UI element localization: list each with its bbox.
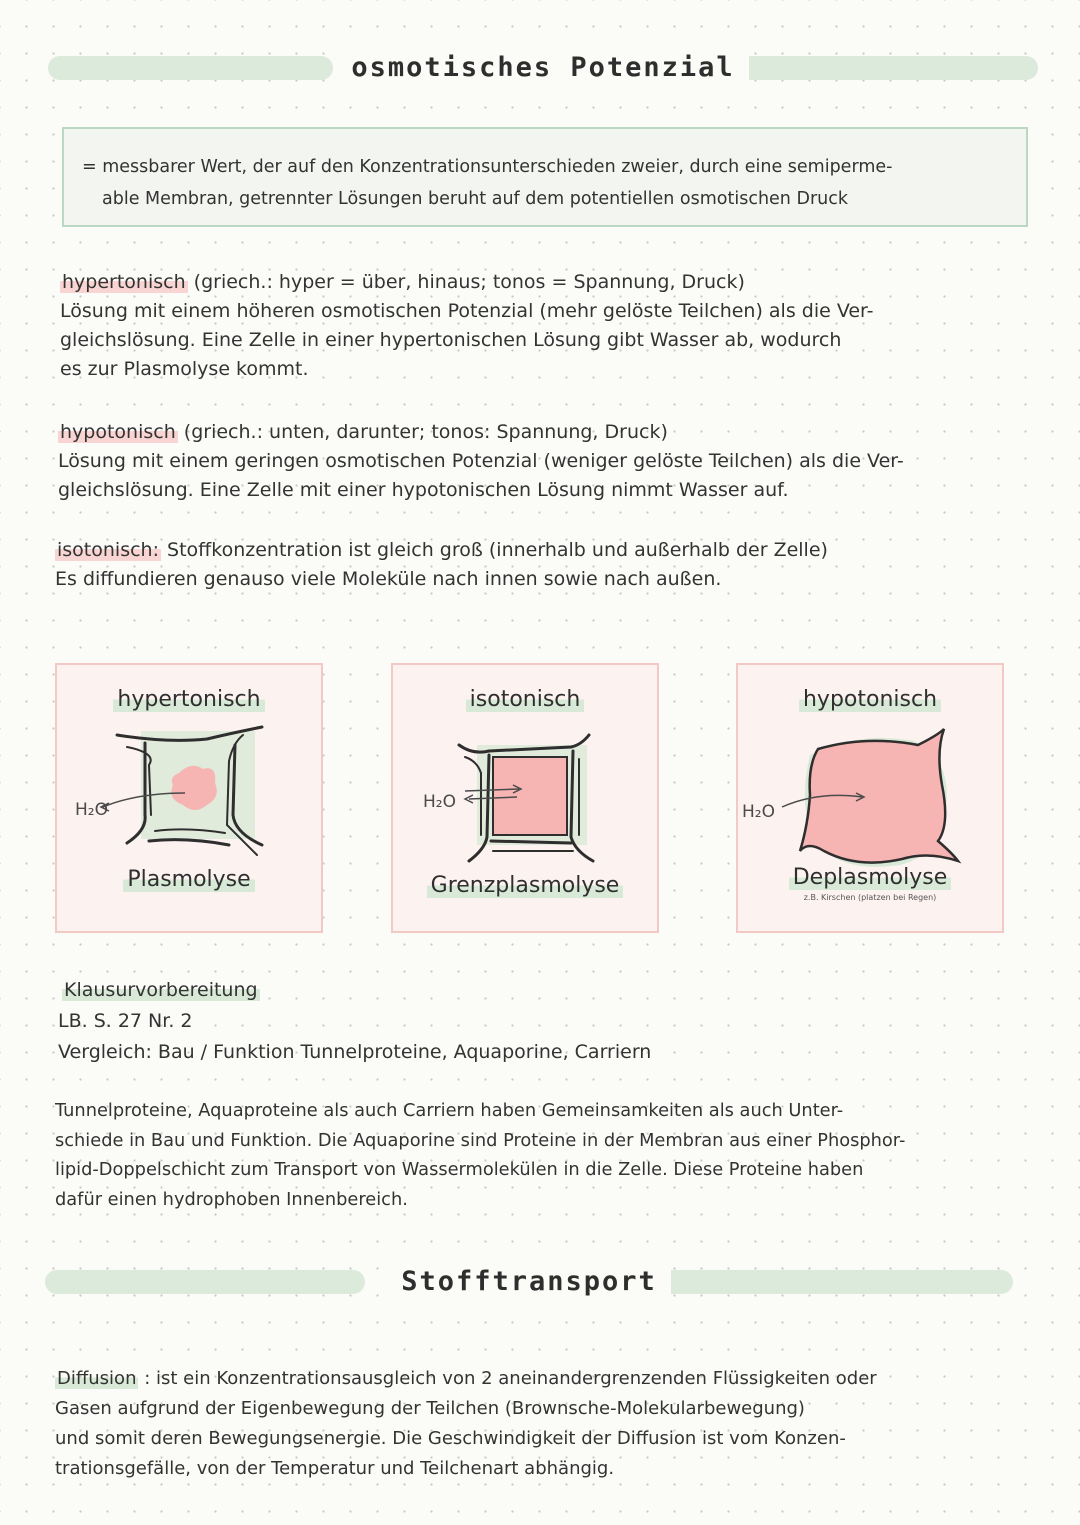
diffusion-definition: : ist ein Konzentrationsausgleich von 2 aneinandergrenzenden Flüssigkeiten oder <box>138 1368 877 1389</box>
diagram-title: hypotonisch <box>799 687 941 712</box>
page-title: osmotisches Potenzial <box>337 52 748 83</box>
hypotonisch-line: gleichslösung. Eine Zelle mit einer hypotonischen Lösung nimmt Wasser auf. <box>58 479 789 501</box>
diagram-hypertonisch <box>55 663 323 933</box>
diagram-hypotonisch <box>736 663 1004 933</box>
klausur-answer-line: dafür einen hydrophoben Innenbereich. <box>55 1188 408 1210</box>
diffusion-line: und somit deren Bewegungsenergie. Die Geschwindigkeit der Diffusion ist vom Konzen- <box>55 1428 846 1449</box>
isotonisch-definition: Stoffkonzentration ist gleich groß (innerhalb und außerhalb der Zelle) <box>161 539 828 561</box>
section-title: Stofftransport <box>387 1266 671 1297</box>
h2o-label: H₂O <box>423 792 456 812</box>
definition-box <box>62 127 1028 227</box>
hypertonisch-line: gleichslösung. Eine Zelle in einer hypertonischen Lösung gibt Wasser ab, wodurch <box>60 329 842 351</box>
h2o-label: H₂O <box>75 800 108 820</box>
diagram-caption: Grenzplasmolyse <box>427 873 624 898</box>
hypertonisch-paragraph <box>60 268 1040 384</box>
diagram-caption: Plasmolyse <box>123 867 254 892</box>
klausur-heading: Klausurvorbereitung <box>64 979 258 1001</box>
section-title-osmotisches-potenzial <box>48 48 1038 88</box>
diagram-caption: Deplasmolyse <box>789 865 952 890</box>
term-hypotonisch: hypotonisch <box>60 421 176 443</box>
deplasmolysis-cell-illustration <box>738 665 1002 931</box>
h2o-label: H₂O <box>742 802 775 822</box>
term-diffusion: Diffusion <box>57 1368 137 1389</box>
klausur-answer-line: Tunnelproteine, Aquaproteine als auch Carriern haben Gemeinsamkeiten als auch Unter- <box>55 1100 844 1121</box>
diagram-title: isotonisch <box>466 687 585 712</box>
diffusion-paragraph <box>55 1364 1050 1484</box>
klausur-task: Vergleich: Bau / Funktion Tunnelproteine, Aquaporine, Carriern <box>58 1041 652 1063</box>
diagram-isotonisch <box>391 663 659 933</box>
klausur-answer-line: lipid-Doppelschicht zum Transport von Wassermolekülen in die Zelle. Diese Proteine haben <box>55 1159 864 1180</box>
hypertonisch-etymology: (griech.: hyper = über, hinaus; tonos = Spannung, Druck) <box>187 271 745 293</box>
klausur-answer <box>55 1096 1050 1214</box>
term-isotonisch: isotonisch: <box>57 539 159 561</box>
diffusion-line: trationsgefälle, von der Temperatur und Teilchenart abhängig. <box>55 1458 615 1479</box>
definition-line: able Membran, getrennter Lösungen beruht auf dem potentiellen osmotischen Druck <box>102 189 848 209</box>
section-title-stofftransport <box>45 1262 1013 1302</box>
diagram-note: z.B. Kirschen (platzen bei Regen) <box>803 893 937 902</box>
diffusion-line: Gasen aufgrund der Eigenbewegung der Teilchen (Brownsche-Molekularbewegung) <box>55 1398 805 1419</box>
klausur-answer-line: schiede in Bau und Funktion. Die Aquaporine sind Proteine in der Membran aus einer Phosphor- <box>55 1129 906 1151</box>
hypertonisch-line: es zur Plasmolyse kommt. <box>60 358 309 380</box>
hypotonisch-etymology: (griech.: unten, darunter; tonos: Spannung, Druck) <box>177 421 668 443</box>
hypotonisch-line: Lösung mit einem geringen osmotischen Potenzial (weniger gelöste Teilchen) als die Ver- <box>58 450 904 472</box>
hypertonisch-line: Lösung mit einem höheren osmotischen Potenzial (mehr gelöste Teilchen) als die Ver- <box>60 300 874 322</box>
definition-line: = messbarer Wert, der auf den Konzentrationsunterschieden zweier, durch eine semiperme- <box>82 157 893 177</box>
isotonisch-line: Es diffundieren genauso viele Moleküle nach innen sowie nach außen. <box>55 568 722 590</box>
diagram-title: hypertonisch <box>113 687 264 712</box>
term-hypertonisch: hypertonisch <box>62 271 186 293</box>
hypotonisch-paragraph <box>58 418 1038 505</box>
klausur-reference: LB. S. 27 Nr. 2 <box>58 1010 193 1032</box>
isotonisch-paragraph <box>55 536 1045 594</box>
